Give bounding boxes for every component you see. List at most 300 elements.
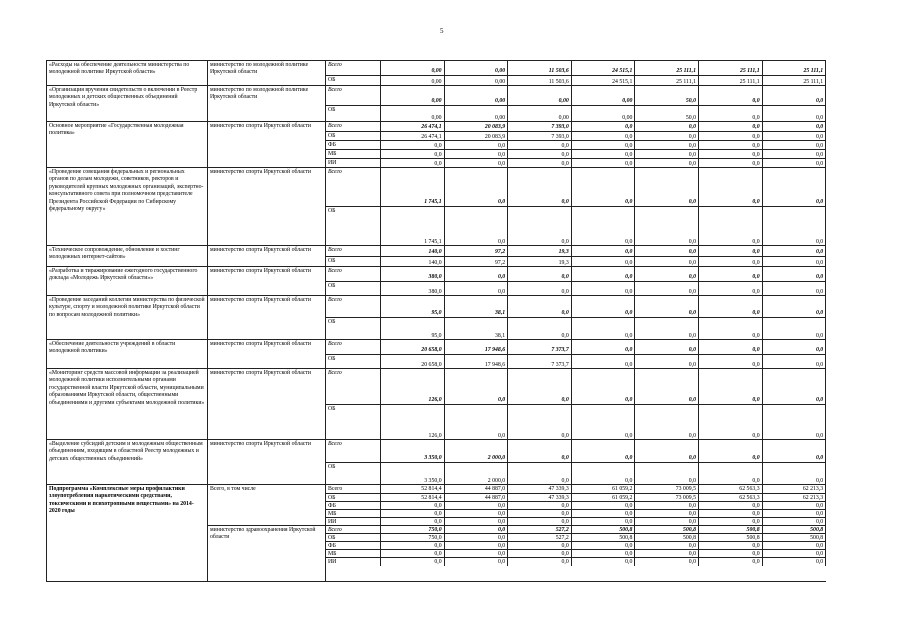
value-text: 0,0 (688, 511, 696, 517)
value-text: 0,0 (688, 455, 696, 461)
value-text: 500,8 (682, 535, 696, 541)
funding-source (326, 86, 381, 105)
executor-label: министерство спорта Иркутской области (210, 247, 311, 253)
value-text: 0,0 (625, 274, 633, 280)
value-text: 0,0 (815, 559, 824, 565)
page-number: 5 (440, 27, 444, 35)
value-text: 0,0 (625, 199, 633, 205)
value-text: 38,1 (495, 333, 506, 339)
value-text: 50,0 (685, 115, 696, 121)
executor (208, 168, 326, 245)
value-text: 0,0 (497, 511, 506, 517)
value-text: 500,8 (619, 535, 633, 541)
value-cell (445, 355, 509, 369)
funding-source (326, 207, 381, 246)
value-cell (572, 440, 636, 462)
value-text: 0,0 (815, 260, 824, 266)
value-text: 0,0 (815, 239, 824, 245)
value-cell (699, 106, 763, 122)
value-cell (699, 405, 763, 440)
table-row (46, 60, 826, 85)
value-cell (445, 246, 509, 256)
value-cell (572, 61, 636, 75)
value-text: 0,0 (815, 511, 824, 517)
financing-line (326, 267, 826, 281)
value-text: 0,0 (434, 161, 442, 167)
value-text: 0,0 (625, 124, 633, 130)
value-text: 19,3 (558, 260, 569, 266)
value-text: 0,0 (434, 143, 442, 149)
value-text: 0,0 (561, 199, 569, 205)
value-cell (635, 207, 699, 246)
value-text: 0,00 (558, 98, 569, 104)
value-text: 0,0 (752, 161, 760, 167)
financing-block (326, 369, 826, 439)
value-text: 17 948,6 (484, 347, 506, 353)
financing-line (326, 440, 826, 462)
value-text: 0,0 (434, 559, 442, 565)
value-text: 0,0 (434, 519, 442, 525)
activity-title: «Обеспечение деятельности учреждений в области молодежной политики» (46, 340, 208, 368)
value-text: 0,0 (688, 347, 696, 353)
value-text: 750,0 (428, 527, 442, 533)
value-text: 126,0 (428, 433, 442, 439)
value-text: 0,00 (431, 115, 442, 121)
value-cell (699, 485, 763, 493)
value-cell (508, 369, 572, 404)
value-text: 0,0 (752, 239, 760, 245)
value-cell (763, 246, 827, 256)
value-cell (572, 355, 636, 369)
value-cell (699, 296, 763, 317)
executor-label: министерство по молодежной политике Иркутской области (210, 62, 309, 76)
value-cell (381, 318, 445, 340)
value-cell (763, 355, 827, 369)
activity-title: «Техническое сопровождение, обновление и хостинг молодежных интернет-сайтов» (46, 246, 208, 266)
value-text: 0,0 (815, 143, 824, 149)
value-text: 0,0 (752, 98, 760, 104)
value-cell (381, 168, 445, 206)
value-text: 0,0 (625, 310, 633, 316)
value-cell (445, 282, 509, 296)
value-cell (763, 318, 827, 340)
value-text: 1 745,1 (424, 239, 442, 245)
executor (208, 267, 326, 295)
value-text: 62 563,3 (739, 486, 760, 492)
funding-source (326, 485, 381, 493)
financing-line (326, 369, 826, 404)
value-text: 62 563,3 (739, 495, 760, 501)
funding-source-label: Всего (328, 370, 342, 376)
value-cell (699, 122, 763, 131)
value-text: 0,0 (497, 274, 506, 280)
value-text: 50,0 (685, 98, 696, 104)
funding-source-label: ОБ (328, 133, 336, 139)
funding-source (326, 405, 381, 440)
funding-source-label: Всего (328, 123, 342, 129)
value-cell (699, 246, 763, 256)
value-text: 73 009,5 (675, 486, 696, 492)
value-text: 25 111,1 (739, 68, 760, 74)
executor (208, 485, 326, 581)
financing-block (326, 86, 826, 121)
value-text: 0,0 (815, 551, 824, 557)
value-cell (381, 86, 445, 105)
financing-line (326, 404, 826, 440)
value-text: 0,00 (622, 115, 633, 121)
value-text: 0,0 (561, 559, 569, 565)
value-cell (572, 485, 636, 493)
value-text: 0,0 (561, 519, 569, 525)
value-cell (508, 168, 572, 206)
activity-title: «Организация вручения свидетельств о включении в Реестр молодежных и детских общественных объединений Иркутской области» (46, 86, 208, 121)
value-cell (381, 246, 445, 256)
value-cell (763, 440, 827, 462)
value-text: 0,0 (815, 543, 824, 549)
value-text: 0,0 (434, 543, 442, 549)
value-cell (763, 369, 827, 404)
financing-block (326, 267, 826, 295)
value-text: 0,0 (815, 478, 824, 484)
value-text: 0,0 (688, 134, 696, 140)
value-text: 97,2 (495, 260, 506, 266)
value-cell (572, 246, 636, 256)
activity-title: «Разработка и тиражирование ежегодного государственного доклада «Молодежь Иркутской области»» (46, 267, 208, 295)
value-text: 0,00 (495, 68, 506, 74)
table-row (46, 266, 826, 295)
financing-line (326, 168, 826, 206)
value-cell (763, 282, 827, 296)
value-cell (699, 369, 763, 404)
value-text: 0,0 (815, 249, 824, 255)
value-cell (381, 267, 445, 281)
value-cell (445, 122, 509, 131)
value-text: 0,0 (752, 310, 760, 316)
funding-source-label: ОБ (328, 464, 336, 470)
value-text: 61 059,2 (612, 495, 633, 501)
value-text: 0,0 (561, 333, 569, 339)
value-cell (508, 558, 572, 566)
value-text: 0,00 (558, 115, 569, 121)
value-text: 0,0 (625, 289, 633, 295)
funding-source-label: ОБ (328, 495, 336, 501)
value-text: 140,0 (428, 260, 442, 266)
funding-source-label: ОБ (328, 258, 336, 264)
value-text: 20 658,0 (421, 347, 442, 353)
value-cell (381, 122, 445, 131)
value-text: 0,0 (688, 478, 696, 484)
funding-source (326, 61, 381, 75)
value-text: 0,0 (625, 143, 633, 149)
value-text: 0,0 (561, 455, 569, 461)
value-text: 95,0 (431, 333, 442, 339)
value-cell (445, 485, 509, 493)
value-text: 0,0 (688, 249, 696, 255)
value-text: 0,0 (752, 152, 760, 158)
executor (208, 61, 326, 85)
value-text: 0,0 (625, 134, 633, 140)
value-cell (635, 355, 699, 369)
value-cell (445, 405, 509, 440)
funding-source (326, 340, 381, 354)
value-text: 0,0 (815, 289, 824, 295)
value-text: 62 213,3 (802, 486, 824, 492)
value-cell (635, 369, 699, 404)
financing-line (326, 246, 826, 256)
funding-source-label: ИИ (328, 519, 337, 525)
executor-label: Всего, в том числе (210, 486, 256, 492)
value-text: 380,0 (428, 289, 442, 295)
value-cell (445, 267, 509, 281)
value-text: 0,0 (561, 433, 569, 439)
value-text: 0,0 (752, 362, 760, 368)
funding-source (326, 282, 381, 296)
value-cell (699, 340, 763, 354)
value-text: 0,0 (815, 274, 824, 280)
value-text: 47 339,3 (548, 495, 569, 501)
funding-source-label: ОБ (328, 406, 336, 412)
table-row (46, 368, 826, 439)
value-text: 0,0 (688, 124, 696, 130)
value-text: 0,0 (497, 519, 506, 525)
value-text: 20 083,9 (484, 134, 506, 140)
financing-line (326, 485, 826, 493)
value-text: 0,0 (561, 239, 569, 245)
activity-title: Подпрограмма «Комплексные меры профилактики злоупотребления наркотическими средствами, токсическими и психотропными веществами» на 2014-2020 годы (46, 485, 208, 581)
value-text: 0,0 (688, 543, 696, 549)
value-text: 3 350,0 (424, 478, 442, 484)
value-cell (445, 168, 509, 206)
value-cell (572, 86, 636, 105)
value-text: 7 393,0 (551, 134, 569, 140)
value-text: 0,0 (497, 551, 506, 557)
value-text: 0,0 (625, 249, 633, 255)
value-cell (763, 61, 827, 75)
executor (208, 86, 326, 121)
financing-line (326, 206, 826, 246)
value-cell (445, 86, 509, 105)
funding-source-label: Всего (328, 297, 342, 303)
value-text: 0,0 (497, 397, 506, 403)
value-text: 0,0 (815, 124, 824, 130)
funding-source-label: Всего (328, 527, 342, 533)
value-text: 0,0 (815, 362, 824, 368)
value-text: 0,0 (625, 161, 633, 167)
value-cell (763, 168, 827, 206)
activity-title: «Расходы на обеспечение деятельности министерства по молодежной политике Иркутской области» (46, 61, 208, 85)
value-text: 11 503,6 (548, 68, 569, 74)
value-cell (508, 207, 572, 246)
value-cell (699, 282, 763, 296)
value-text: 0,00 (431, 79, 442, 85)
value-cell (381, 61, 445, 75)
value-text: 0,0 (497, 503, 506, 509)
funding-source (326, 296, 381, 317)
value-text: 0,0 (434, 503, 442, 509)
value-cell (635, 168, 699, 206)
value-cell (508, 405, 572, 440)
value-text: 0,0 (561, 152, 569, 158)
value-cell (763, 86, 827, 105)
funding-source (326, 318, 381, 340)
financing-line (326, 340, 826, 354)
value-cell (699, 86, 763, 105)
value-cell (508, 318, 572, 340)
value-text: 0,0 (752, 519, 760, 525)
value-text: 0,0 (434, 551, 442, 557)
value-text: 0,0 (561, 289, 569, 295)
value-text: 38,1 (495, 310, 506, 316)
value-text: 0,0 (625, 503, 633, 509)
value-text: 11 503,6 (548, 79, 569, 85)
value-cell (445, 106, 509, 122)
value-cell (508, 440, 572, 462)
value-text: 0,0 (625, 551, 633, 557)
executor (208, 369, 326, 439)
value-cell (572, 168, 636, 206)
value-text: 0,0 (497, 199, 506, 205)
value-cell (381, 440, 445, 462)
value-text: 750,0 (428, 535, 442, 541)
value-cell (508, 340, 572, 354)
funding-source-label: Всего (328, 247, 342, 253)
value-cell (381, 558, 445, 566)
table-row (46, 167, 826, 245)
table-row (46, 245, 826, 266)
funding-source (326, 122, 381, 131)
financing-line (326, 86, 826, 105)
funding-source-label: ОБ (328, 535, 336, 541)
value-cell (508, 246, 572, 256)
value-cell (445, 369, 509, 404)
financing-line (326, 462, 826, 485)
funding-source-label: ОБ (328, 356, 336, 362)
financing-block (326, 246, 826, 266)
value-text: 0,0 (815, 115, 824, 121)
value-text: 0,0 (815, 519, 824, 525)
value-text: 0,0 (625, 152, 633, 158)
value-text: 0,0 (688, 310, 696, 316)
financing-block (326, 122, 826, 167)
value-text: 0,0 (688, 143, 696, 149)
value-cell (572, 405, 636, 440)
value-cell (635, 122, 699, 131)
value-cell (572, 318, 636, 340)
value-cell (381, 463, 445, 485)
funding-source-label: ФБ (328, 142, 336, 148)
funding-source-label: Всего (328, 441, 342, 447)
value-text: 47 339,3 (548, 486, 569, 492)
value-cell (763, 558, 827, 566)
funding-source-label: МБ (328, 151, 337, 157)
value-cell (381, 340, 445, 354)
value-cell (572, 340, 636, 354)
financing-line (326, 105, 826, 122)
value-text: 19,3 (558, 249, 569, 255)
value-text: 0,0 (752, 143, 760, 149)
financing-line (326, 61, 826, 75)
value-text: 0,0 (561, 511, 569, 517)
funding-source-label: МБ (328, 511, 337, 517)
value-cell (381, 296, 445, 317)
value-text: 20 083,9 (484, 124, 506, 130)
funding-source-label: МБ (328, 551, 337, 557)
value-text: 0,0 (688, 199, 696, 205)
value-cell (445, 61, 509, 75)
value-cell (635, 463, 699, 485)
executor-label: министерство спорта Иркутской области (210, 169, 311, 175)
value-text: 0,0 (815, 503, 824, 509)
value-text: 0,0 (688, 161, 696, 167)
executor-label: министерство спорта Иркутской области (210, 297, 311, 303)
financing-line (326, 296, 826, 317)
value-text: 73 009,5 (675, 495, 696, 501)
value-text: 26 474,1 (421, 134, 442, 140)
value-cell (381, 207, 445, 246)
value-text: 0,0 (752, 543, 760, 549)
value-cell (508, 296, 572, 317)
value-text: 0,0 (625, 333, 633, 339)
funding-source (326, 369, 381, 404)
value-text: 25 111,1 (803, 68, 824, 74)
value-text: 0,0 (625, 519, 633, 525)
value-cell (381, 282, 445, 296)
value-cell (445, 558, 509, 566)
value-text: 0,0 (688, 152, 696, 158)
funding-source-label: ФБ (328, 503, 336, 509)
value-text: 0,0 (497, 143, 506, 149)
value-cell (572, 296, 636, 317)
value-text: 0,0 (434, 511, 442, 517)
value-text: 0,0 (497, 527, 506, 533)
value-cell (635, 86, 699, 105)
value-text: 7 393,0 (551, 124, 569, 130)
executor-label: министерство по молодежной политике Иркутской области (210, 87, 309, 101)
value-text: 20 658,0 (421, 362, 442, 368)
value-text: 0,00 (495, 115, 506, 121)
value-cell (508, 122, 572, 131)
value-text: 0,00 (431, 98, 442, 104)
value-text: 0,0 (561, 503, 569, 509)
value-cell (763, 122, 827, 131)
value-text: 0,0 (625, 347, 633, 353)
funding-source-label: Всего (328, 87, 342, 93)
value-text: 0,0 (752, 511, 760, 517)
funding-source (326, 168, 381, 206)
value-cell (381, 485, 445, 493)
value-cell (763, 296, 827, 317)
value-text: 24 515,1 (612, 79, 633, 85)
value-text: 0,0 (752, 199, 760, 205)
value-text: 0,0 (752, 347, 760, 353)
value-text: 61 059,2 (612, 486, 633, 492)
value-text: 0,00 (495, 79, 506, 85)
funding-source-label: ОБ (328, 283, 336, 289)
financing-block (326, 440, 826, 484)
value-text: 0,0 (752, 478, 760, 484)
value-text: 0,0 (561, 551, 569, 557)
value-cell (572, 267, 636, 281)
value-text: 0,0 (561, 274, 569, 280)
funding-source-label: ОБ (328, 319, 336, 325)
value-text: 1 745,1 (424, 199, 442, 205)
value-cell (763, 267, 827, 281)
executor-label: министерство спорта Иркутской области (210, 123, 311, 129)
funding-source (326, 106, 381, 122)
value-text: 0,0 (688, 289, 696, 295)
value-cell (635, 246, 699, 256)
executor-label: министерство спорта Иркутской области (210, 341, 311, 347)
